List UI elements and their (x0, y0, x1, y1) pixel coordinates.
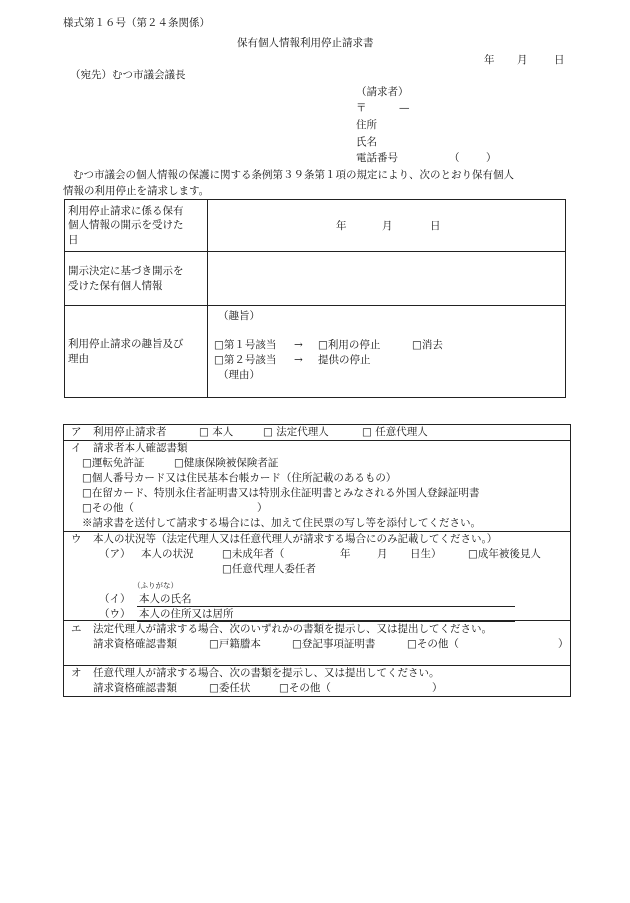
purpose-heading: （趣旨） (218, 310, 260, 322)
doc-power-of-attorney-checkbox[interactable]: □ 委任状 (209, 681, 250, 695)
mail-request-note: ※請求書を送付して請求する場合には、加えて住民票の写し等を添付してください。 (82, 517, 481, 529)
postal-mark: 〒 (356, 102, 367, 114)
table-row (65, 252, 566, 306)
intro-text-line2: 情報の利用停止を請求します。 (63, 185, 210, 197)
furigana-label: （ふりがな） (133, 581, 178, 590)
request-detail-table (64, 199, 566, 398)
phone-paren-open: （ (449, 152, 460, 164)
date-year-label: 年 (484, 54, 495, 66)
purpose-reason-field[interactable] (208, 306, 566, 398)
doc-residence-card-checkbox[interactable]: □ 在留カード、特別永住者証明書又は特別永住証明書とみなされる外国人登録証明書 (82, 486, 479, 500)
requester-heading: （請求者） (356, 86, 409, 98)
status-adult-ward-checkbox[interactable]: □ 成年被後見人 (468, 547, 541, 561)
option-erase-checkbox[interactable]: □ 消去 (412, 338, 443, 352)
intro-text-line1: むつ市議会の個人情報の保護に関する条例第３９条第１項の規定により、次のとおり保有個人 (73, 169, 514, 181)
disclosure-date-field[interactable]: 年 月 日 (208, 200, 566, 252)
table-row (65, 200, 566, 252)
status-delegator-checkbox[interactable]: □ 任意代理人委任者 (222, 562, 316, 576)
doc-voluntary-other-checkbox[interactable]: □ その他（ (279, 681, 331, 695)
reason-heading: （理由） (218, 369, 260, 381)
phone-paren-close: ） (486, 152, 497, 164)
doc-other-checkbox[interactable]: □ その他（ (82, 501, 134, 515)
principal-address-label: 本人の住所又は居所 (139, 608, 234, 620)
table-row (65, 306, 566, 398)
requester-verification-table: ア 利用停止請求者 □ 本人 □ 法定代理人 □ 任意代理人 イ 請求者本人確認書類 □ 運転免許証 □ 健康保険被保険者証 □ 個人番号カード又は住民基本台帳カード（住所記載のあるもの） □ 在留カード、特別永住者証明書又は特別永住証明書とみなされる外国人登録証明書 □ その他（ ） ※請求書を送付して請求する場合には、加えて住民票の写し等を添付してください。 ウ 本人の状況等（法定代理人又は任意代理人が請求する場合にのみ記載してください。） （ア） 本人の状況 □ 未成年者（ 年 月 日生） □ 成年被後見人 □ 任意代理人委任者 （ふりがな） （イ） 本人の氏名 （ウ） 本人の住所又は居所 エ 法定代理人が請求する場合、次のいずれかの書類を提示し、又は提出してください。 請求資格確認書類 □ 戸籍謄本 □ 登記事項証明書 □ その他（ ） オ 任意代理人が請求する場合、次の書類を提示し、又は提出してください。 請求資格確認書類 □ 委任状 □ その他（ ） (63, 424, 571, 697)
addressee: （宛先）むつ市議会議長 (70, 69, 186, 81)
postal-dash: — (399, 102, 410, 114)
disclosed-info-label: 開示決定に基づき開示を 受けた保有個人情報 (65, 252, 208, 306)
doc-registry-cert-checkbox[interactable]: □ 登記事項証明書 (292, 637, 375, 651)
date-day-label: 日 (554, 54, 565, 66)
requester-legal-rep-checkbox[interactable]: □ 法定代理人 (263, 425, 329, 439)
form-number: 様式第１６号（第２４条関係） (63, 17, 210, 29)
option-clause2-checkbox[interactable]: □ 第２号該当 (214, 353, 276, 367)
date-month-label: 月 (517, 54, 528, 66)
option-stop-provision-label: 提供の停止 (318, 354, 371, 366)
status-minor-checkbox[interactable]: □ 未成年者（ (222, 547, 284, 561)
option-clause1-checkbox[interactable]: □ 第１号該当 (214, 338, 276, 352)
purpose-reason-label: 利用停止請求の趣旨及び 理由 (65, 306, 208, 398)
address-label: 住所 (356, 119, 377, 131)
name-label: 氏名 (356, 136, 377, 148)
requester-voluntary-rep-checkbox[interactable]: □ 任意代理人 (362, 425, 428, 439)
doc-drivers-license-checkbox[interactable]: □ 運転免許証 (82, 456, 144, 470)
disclosed-info-field[interactable] (208, 252, 566, 306)
disclosure-date-label: 利用停止請求に係る保有 個人情報の開示を受けた 日 (65, 200, 208, 252)
doc-mynumber-card-checkbox[interactable]: □ 個人番号カード又は住民基本台帳カード（住所記載のあるもの） (82, 471, 396, 485)
option-stop-use-checkbox[interactable]: □ 利用の停止 (318, 338, 380, 352)
requester-self-checkbox[interactable]: □ 本人 (199, 425, 233, 439)
doc-family-register-checkbox[interactable]: □ 戸籍謄本 (209, 637, 261, 651)
arrow-icon: → (294, 339, 303, 351)
arrow-icon: → (294, 354, 303, 366)
phone-label: 電話番号 (356, 152, 398, 164)
doc-legal-other-checkbox[interactable]: □ その他（ (407, 637, 459, 651)
principal-name-label: 本人の氏名 (139, 593, 192, 605)
form-title: 保有個人情報利用停止請求書 (237, 37, 374, 49)
doc-health-insurance-checkbox[interactable]: □ 健康保険被保険者証 (174, 456, 278, 470)
